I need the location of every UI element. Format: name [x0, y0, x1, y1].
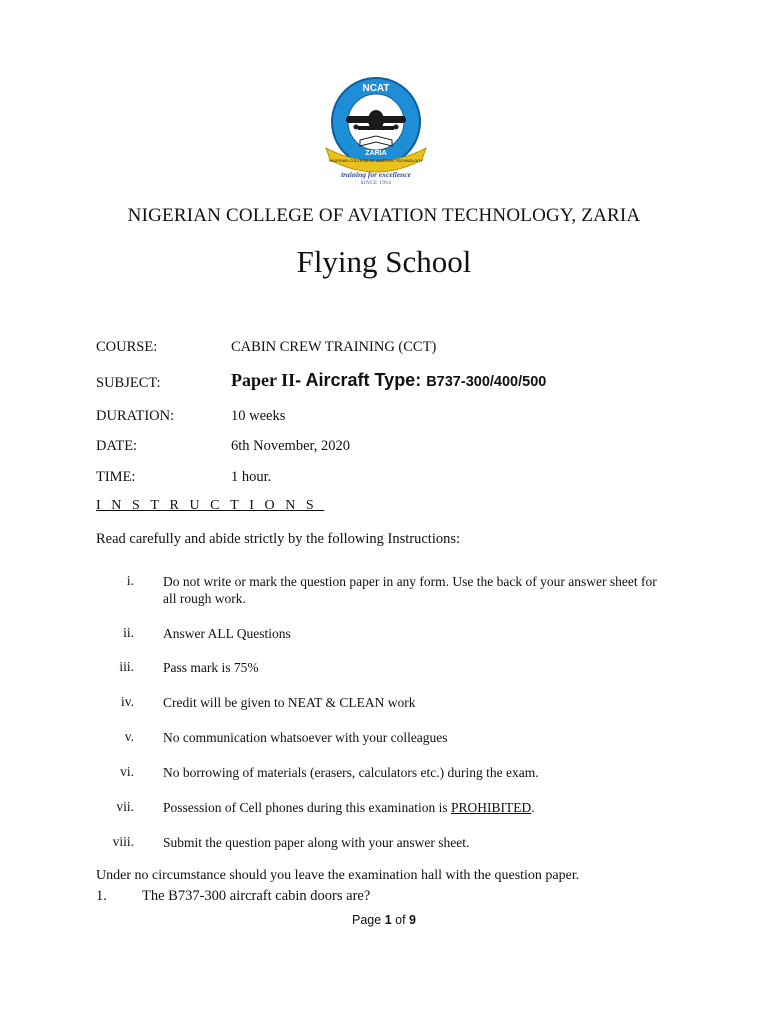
instruction-text: Credit will be given to NEAT & CLEAN work [163, 695, 416, 710]
instructions-intro: Read carefully and abide strictly by the following Instructions: [96, 531, 461, 547]
date-value: 6th November, 2020 [231, 438, 351, 454]
subject-paper: Paper II [231, 370, 296, 390]
footer-current-page: 1 [384, 913, 392, 927]
instruction-text-after: . [531, 800, 535, 815]
date-label: DATE: [96, 438, 138, 454]
course-value: CABIN CREW TRAINING (CCT) [231, 339, 437, 355]
instruction-number: iv. [121, 694, 134, 709]
closing-note: Under no circumstance should you leave the examination hall with the question paper. [96, 868, 580, 883]
time-value: 1 hour. [231, 469, 272, 485]
footer-of-word: of [395, 913, 406, 927]
footer-total-pages: 9 [409, 913, 416, 927]
instruction-number: vii. [116, 799, 134, 814]
logo-bottom-text: ZARIA [365, 150, 387, 157]
logo-motto: training for excellence [341, 170, 411, 179]
instruction-text: Submit the question paper along with your answer sheet. [163, 835, 470, 850]
instruction-number: vi. [120, 764, 134, 779]
subject-value [231, 370, 546, 391]
instruction-text [163, 799, 663, 816]
instruction-text: Answer ALL Questions [163, 626, 291, 641]
logo-top-text: NCAT [362, 83, 390, 94]
instruction-number: iii. [119, 659, 134, 674]
instructions-heading: INSTRUCTIONS [96, 498, 325, 513]
instruction-number: v. [124, 729, 134, 744]
question-number: 1. [96, 888, 107, 904]
prohibited-underlined: PROHIBITED [451, 800, 532, 815]
time-label: TIME: [96, 469, 136, 485]
instruction-text: No borrowing of materials (erasers, calculators etc.) during the exam. [163, 765, 539, 780]
subject-rest: - Aircraft Type: [295, 370, 427, 390]
course-label: COURSE: [96, 339, 158, 355]
subject-label: SUBJECT: [96, 375, 161, 391]
instruction-number: viii. [112, 834, 134, 849]
instruction-text: Do not write or mark the question paper in any form. Use the back of your answer sheet for all rough work. [163, 574, 657, 606]
duration-value: 10 weeks [231, 408, 286, 424]
school-name: Flying School [296, 244, 472, 279]
instruction-number: ii. [123, 625, 134, 640]
instruction-text: No communication whatsoever with your colleagues [163, 730, 448, 745]
instruction-text-before: Possession of Cell phones during this examination is [163, 800, 451, 815]
footer-page-word: Page [352, 913, 382, 927]
logo-since: SINCE 1964 [360, 181, 392, 186]
page-footer [0, 913, 768, 927]
college-name: NIGERIAN COLLEGE OF AVIATION TECHNOLOGY, ZARIA [127, 205, 641, 226]
instruction-text: Pass mark is 75% [163, 660, 259, 675]
subject-code: B737-300/400/500 [426, 374, 547, 390]
logo-ribbon-text: NIGERIAN COLLEGE OF AVIATION TECHNOLOGY [328, 158, 424, 163]
duration-label: DURATION: [96, 408, 175, 424]
question-text: The B737-300 aircraft cabin doors are? [142, 888, 371, 904]
instruction-number: i. [126, 573, 134, 588]
